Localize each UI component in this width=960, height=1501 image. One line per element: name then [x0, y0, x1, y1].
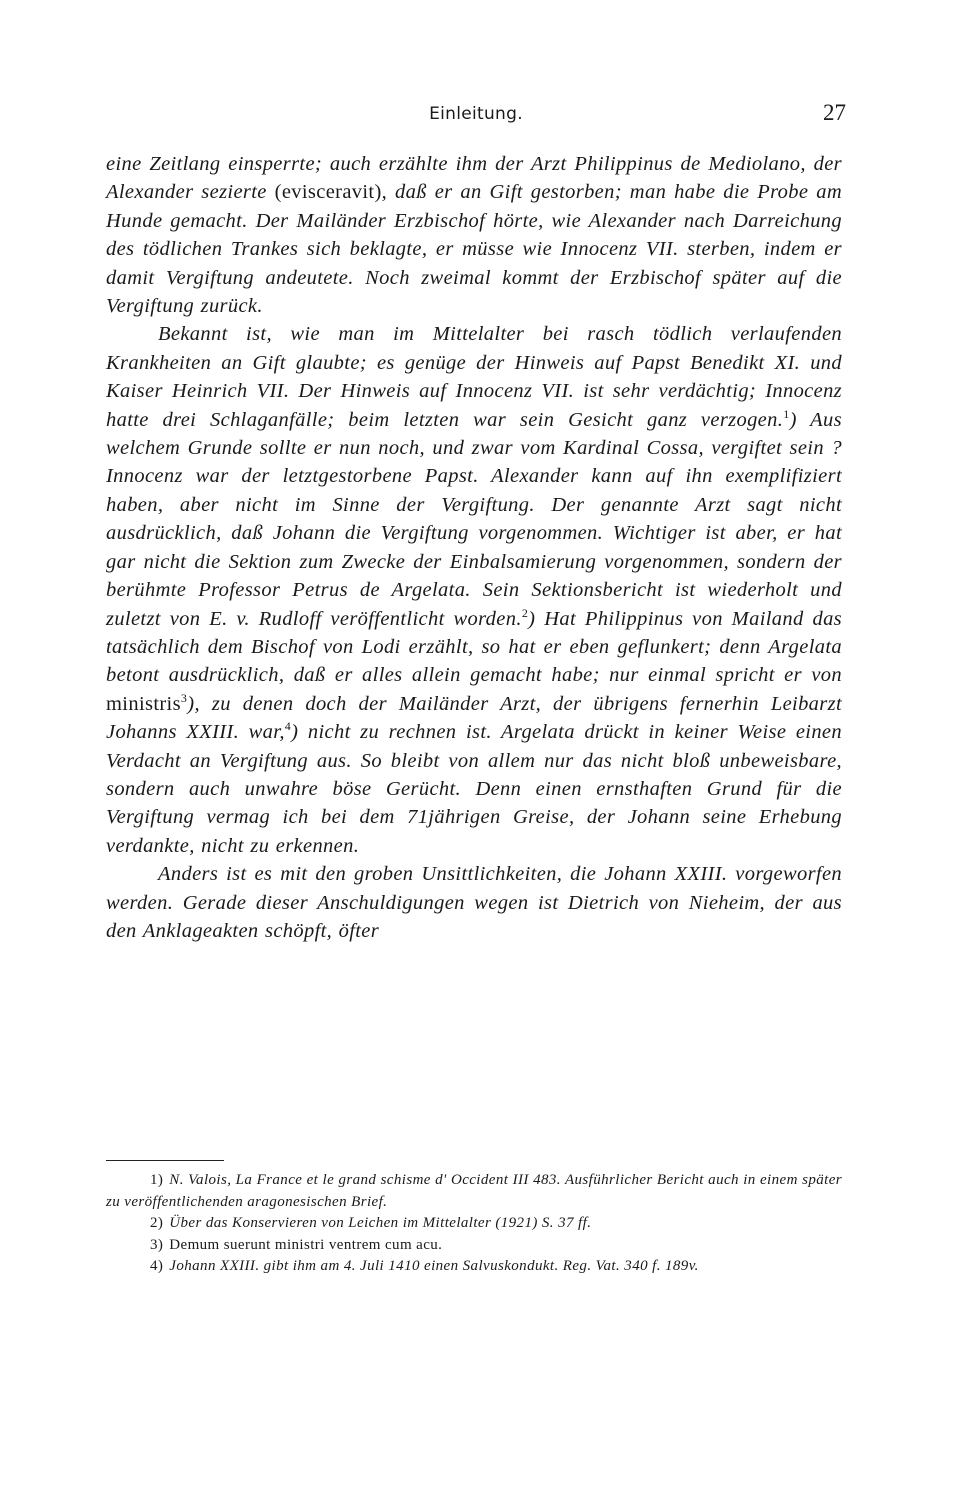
paragraph-3-text: Anders ist es mit den groben Unsittlichkeiten, die Johann XXIII. vorgeworfen werden. Gerade dieser Anschuldigungen wegen ist Dietrich von Nieheim, der aus den Anklageakten schöpft, öfter	[106, 863, 842, 942]
paragraph-2-part-5: ) nicht zu rechnen ist. Argelata drückt in keiner Weise einen Verdacht an Vergiftung aus. So bleibt von allem nur das nicht bloß unbeweisbare, sondern auch unwahre böse Gerücht. Denn einen ernsthaften Grund für die Vergiftung vermag ich bei dem 71jährigen Greise, der Johann seine Erhebung verdankte, nicht zu erkennen.	[106, 721, 842, 857]
footnote-1-mark: 1)	[150, 1172, 164, 1188]
footnote-ref-4: 4	[284, 719, 292, 734]
paragraph-1	[106, 150, 842, 320]
footnote-1	[106, 1170, 842, 1213]
paragraph-2-part-4: ), zu denen doch der Mailänder Arzt, der übrigens fernerhin Leibarzt Johanns XXIII. war,	[106, 692, 842, 744]
paragraph-1-latin-term: (evisceravit),	[274, 181, 388, 204]
body-text	[106, 150, 842, 945]
paragraph-2-part-3: ) Hat Philippinus von Mailand das tatsächlich dem Bischof von Lodi erzählt, so hat er eben geflunkert; denn Argelata betont ausdrücklich, daß er alles allein gemacht habe; nur einmal spricht er von	[106, 607, 842, 687]
page-number: 27	[823, 100, 846, 125]
paragraph-1-part-2: daß er an Gift gestorben; man habe die Probe am Hunde gemacht. Der Mailänder Erzbischof hörte, wie Alexander nach Darreichung des tödlichen Trankes sich beklagte, er müsse wie Innocenz VII. sterben, indem er damit Vergiftung andeutete. Noch zweimal kommt der Erzbischof später auf die Vergiftung zurück.	[106, 181, 842, 318]
footnote-3-mark: 3)	[150, 1236, 164, 1253]
footnote-4-text: Johann XXIII. gibt ihm am 4. Juli 1410 einen Salvuskondukt. Reg. Vat. 340 f. 189v.	[169, 1258, 699, 1274]
paragraph-1-part-1: eine Zeitlang einsperrte; auch erzählte ihm der Arzt Philippinus de Mediolano, der Alexander sezierte	[106, 153, 842, 204]
page-header	[106, 100, 846, 134]
footnote-3	[106, 1235, 842, 1257]
footnotes	[106, 1170, 842, 1278]
paragraph-2-latin-term: ministris	[106, 692, 181, 715]
footnote-2	[106, 1213, 842, 1235]
paragraph-2-part-2: ) Aus welchem Grunde sollte er nun noch, und zwar vom Kardinal Cossa, vergiftet sein ? Innocenz war der letztgestorbene Papst. Alexander kann auf ihn exemplifiziert haben, aber nicht im Sinne der Vergiftung. Der genannte Arzt sagt nicht ausdrücklich, daß Johann die Vergiftung vorgenommen. Wichtiger ist aber, er hat gar nicht die Sektion zum Zwecke der Einbalsamierung vorgenommen, sondern der berühmte Professor Petrus de Argelata. Sein Sektionsbericht ist wiederholt und zuletzt von E. v. Rudloff veröffentlicht worden.	[106, 408, 842, 630]
footnote-ref-2: 2	[521, 605, 529, 620]
footnote-4	[106, 1256, 842, 1278]
paragraph-3	[106, 860, 842, 945]
footnote-2-text: Über das Konservieren von Leichen im Mittelalter (1921) S. 37 ff.	[169, 1215, 592, 1231]
footnote-3-text: Demum suerunt ministri ventrem cum acu.	[169, 1236, 443, 1253]
footnote-ref-1: 1	[783, 406, 790, 421]
footnote-4-mark: 4)	[150, 1258, 164, 1274]
footnote-1-text: N. Valois, La France et le grand schisme d' Occident III 483. Ausführlicher Bericht auch in einem später zu veröffentlichenden aragonesischen Brief.	[106, 1172, 842, 1210]
paragraph-2	[106, 320, 842, 860]
footnote-divider	[106, 1160, 224, 1161]
running-head: Einleitung.	[429, 104, 523, 124]
footnote-ref-3: 3	[180, 690, 188, 705]
paragraph-2-part-1: Bekannt ist, wie man im Mittelalter bei rasch tödlich verlaufenden Krankheiten an Gift glaubte; es genüge der Hinweis auf Papst Benedikt XI. und Kaiser Heinrich VII. Der Hinweis auf Innocenz VII. ist sehr verdächtig; Innocenz hatte drei Schlaganfälle; beim letzten war sein Gesicht ganz verzogen.	[106, 323, 842, 431]
footnote-2-mark: 2)	[150, 1215, 164, 1231]
